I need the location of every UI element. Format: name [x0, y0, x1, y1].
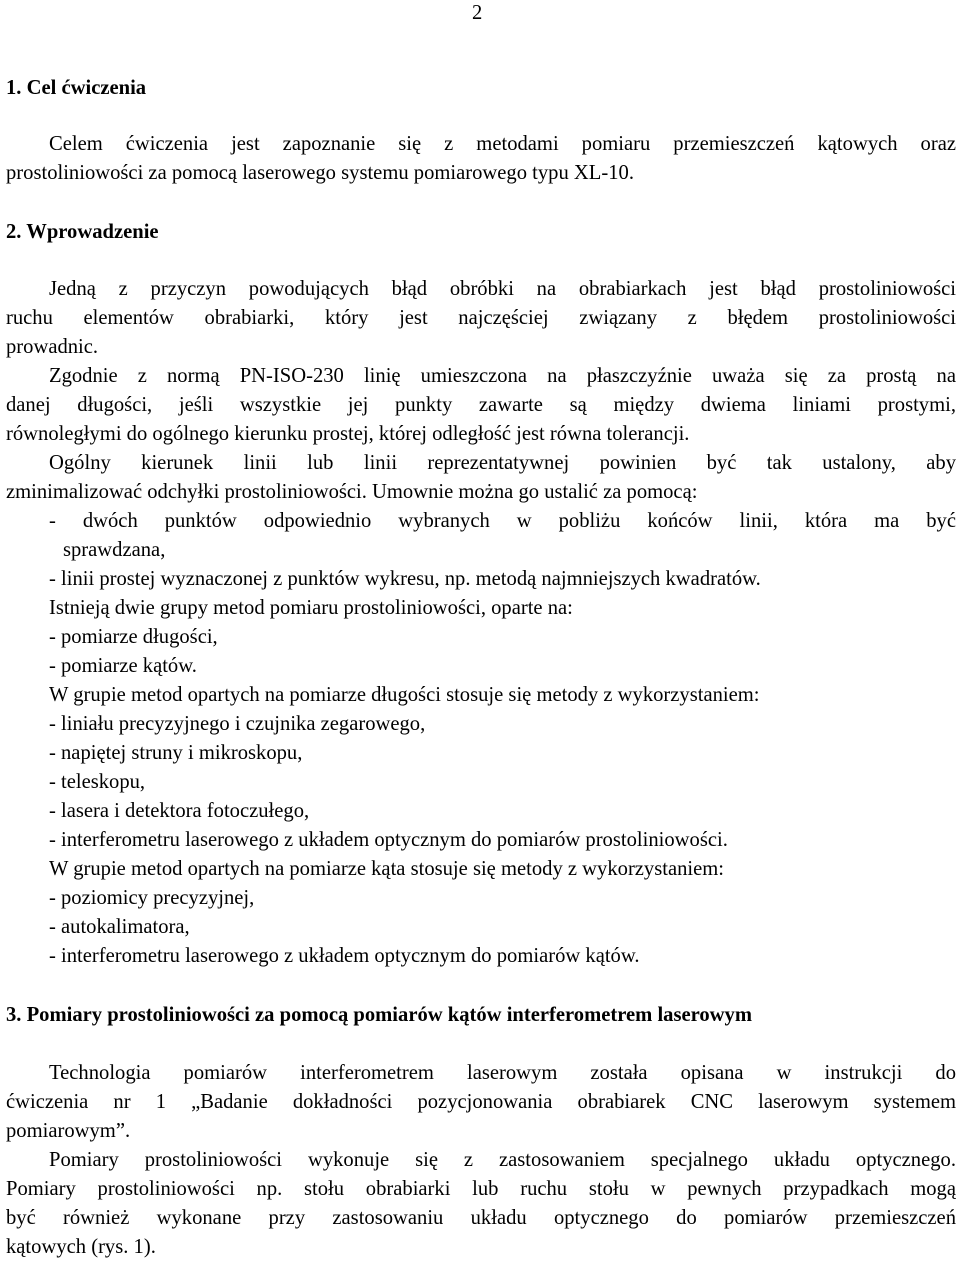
paragraph-line: Pomiary prostoliniowości wykonuje się z zastosowaniem specjalnego układu optycznego.: [49, 1149, 956, 1171]
section-1-body: [6, 130, 956, 188]
paragraph-line: zminimalizować odchyłki prostoliniowości. Umownie można go ustalić za pomocą:: [6, 481, 698, 503]
paragraph-line: ćwiczenia nr 1 „Badanie dokładności pozycjonowania obrabiarek CNC laserowym systemem: [6, 1091, 956, 1113]
list-item: - liniału precyzyjnego i czujnika zegarowego,: [49, 713, 426, 735]
list-item: - teleskopu,: [49, 771, 146, 793]
paragraph-line: pomiarowym”.: [6, 1120, 131, 1142]
list-item: - linii prostej wyznaczonej z punktów wykresu, np. metodą najmniejszych kwadratów.: [49, 568, 761, 590]
paragraph-line: Istnieją dwie grupy metod pomiaru prostoliniowości, oparte na:: [49, 597, 573, 619]
section-2-body: [6, 275, 956, 971]
list-item: - lasera i detektora fotoczułego,: [49, 800, 310, 822]
list-item: - pomiarze kątów.: [49, 655, 197, 677]
list-item: - napiętej struny i mikroskopu,: [49, 742, 303, 764]
paragraph-line: równoległymi do ogólnego kierunku prostej, której odległość jest równa tolerancji.: [6, 423, 690, 445]
paragraph-line: Pomiary prostoliniowości np. stołu obrabiarki lub ruchu stołu w pewnych przypadkach mogą: [6, 1178, 956, 1200]
paragraph-line: Jedną z przyczyn powodujących błąd obróbki na obrabiarkach jest błąd prostoliniowości: [49, 278, 956, 300]
paragraph-line: prowadnic.: [6, 336, 99, 358]
section-2-heading: 2. Wprowadzenie: [6, 221, 159, 243]
paragraph-line: kątowych (rys. 1).: [6, 1236, 156, 1258]
section-3-heading: 3. Pomiary prostoliniowości za pomocą pomiarów kątów interferometrem laserowym: [6, 1004, 753, 1026]
paragraph-line: ruchu elementów obrabiarki, który jest najczęściej związany z błędem prostoliniowości: [6, 307, 956, 329]
paragraph-line: W grupie metod opartych na pomiarze długości stosuje się metody z wykorzystaniem:: [49, 684, 760, 706]
section-1-heading: 1. Cel ćwiczenia: [6, 77, 147, 99]
list-item: - autokalimatora,: [49, 916, 190, 938]
list-item-continuation: sprawdzana,: [63, 539, 166, 561]
list-item: - interferometru laserowego z układem optycznym do pomiarów prostoliniowości.: [49, 829, 728, 851]
paragraph-line: prostoliniowości za pomocą laserowego systemu pomiarowego typu XL-10.: [6, 162, 634, 184]
paragraph-line: danej długości, jeśli wszystkie jej punkty zawarte są między dwiema liniami prostymi,: [6, 394, 956, 416]
paragraph-line: Technologia pomiarów interferometrem laserowym została opisana w instrukcji do: [49, 1062, 956, 1084]
list-item: - poziomicy precyzyjnej,: [49, 887, 255, 909]
section-3-body: [6, 1059, 956, 1262]
page-number: 2: [472, 2, 483, 24]
list-item: - pomiarze długości,: [49, 626, 218, 648]
paragraph-line: Ogólny kierunek linii lub linii reprezentatywnej powinien być tak ustalony, aby: [49, 452, 956, 474]
list-item: - dwóch punktów odpowiednio wybranych w pobliżu końców linii, która ma być: [49, 510, 956, 532]
paragraph-line: Zgodnie z normą PN-ISO-230 linię umieszczona na płaszczyźnie uważa się za prostą na: [49, 365, 956, 387]
paragraph-line: Celem ćwiczenia jest zapoznanie się z metodami pomiaru przemieszczeń kątowych oraz: [49, 133, 956, 155]
list-item: - interferometru laserowego z układem optycznym do pomiarów kątów.: [49, 945, 640, 967]
paragraph-line: być również wykonane przy zastosowaniu układu optycznego do pomiarów przemieszczeń: [6, 1207, 956, 1229]
paragraph-line: W grupie metod opartych na pomiarze kąta stosuje się metody z wykorzystaniem:: [49, 858, 725, 880]
